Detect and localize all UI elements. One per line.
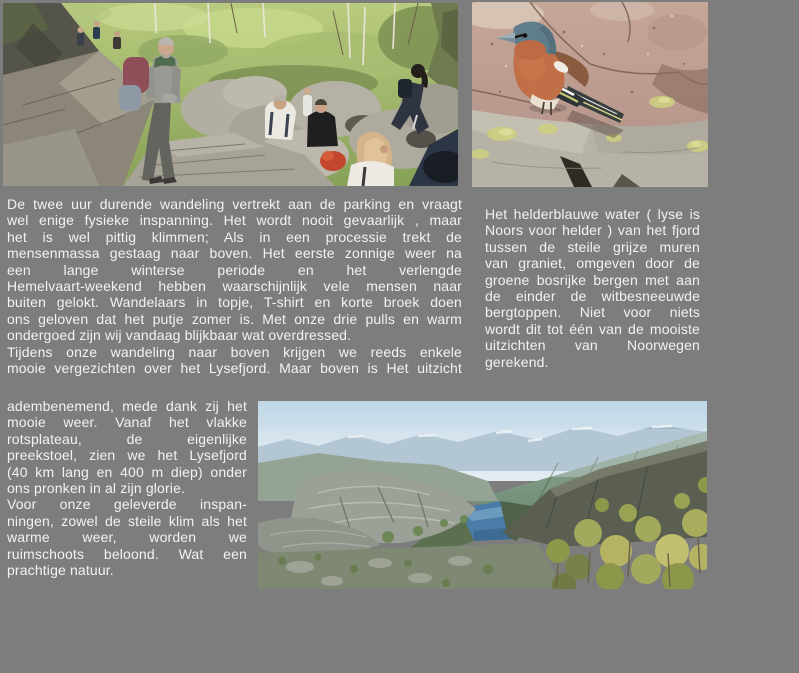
text-line: Tijdens onze wandeling naar boven krijgen we reeds enkele (7, 343, 462, 360)
text-line: mensenmassa gestaag naar boven. Het eerste zonnige weer na (7, 245, 462, 262)
fjord-photo-illustration (258, 401, 707, 589)
text-line: Het helderblauwe water ( lyse is (485, 206, 700, 222)
text-line: het is wel pittig klimmen; Als in een processie trekt de (7, 228, 462, 245)
text-line: adembenemend, mede dank zij het (7, 398, 247, 414)
text-line: groene bosrijke bergen met aan (485, 271, 700, 288)
text-line: een lange winterse periode en het verlengde (7, 261, 462, 278)
chaffinch-photo-illustration (472, 2, 708, 187)
text-line: wel enige fysieke inspanning. Het wordt nooit gevaarlijk , maar (7, 212, 462, 229)
text-line: mooie weer. Vanaf het vlakke (7, 414, 247, 431)
article-right-column (485, 206, 700, 370)
text-line: rotsplateau, de eigenlijke (7, 430, 247, 447)
text-line: buiten gelokt. Wandelaars in topje, T-shirt en korte broek doen (7, 294, 462, 311)
text-line: Hemelvaart-weekend hebben waarschijnlijk vele mensen naar (7, 278, 462, 295)
photo-chaffinch (472, 2, 708, 187)
text-line: van graniet, omgeven door de (485, 255, 700, 272)
text-line: ruimschoots beloond. Wat een (7, 545, 247, 562)
photo-lysefjord-panorama (258, 401, 707, 589)
article-left-column (7, 196, 462, 376)
text-line: ningen, zowel de steile klim als het (7, 512, 247, 529)
text-line: prachtige natuur. (7, 562, 114, 579)
text-line: De twee uur durende wandeling vertrekt aan de parking en vraagt (7, 196, 462, 212)
text-line: ondergoed zijn wij vandaag blijkbaar wat overdressed. (7, 327, 352, 344)
text-line: de einder de witbesneeuwde (485, 288, 700, 305)
text-line: bergtoppen. Niet voor niets (485, 304, 700, 321)
text-line: warme weer, worden we (7, 529, 247, 546)
text-line: wordt dit tot één van de mooiste (485, 320, 700, 337)
text-line: Voor onze geleverde inspan- (7, 496, 247, 513)
text-line: gerekend. (485, 353, 549, 370)
text-line: (40 km lang en 400 m diep) onder (7, 463, 247, 480)
text-line: preekstoel, zien we het Lysefjord (7, 447, 247, 464)
text-line: uitzichten van Noorwegen (485, 337, 700, 354)
text-line: mooie vergezichten over het Lysefjord. Maar boven is Het uitzicht (7, 360, 462, 377)
text-line: Noors voor helder ) van het fjord (485, 222, 700, 239)
text-line: ons geloven dat het putje zomer is. Met onze drie pulls en warm (7, 310, 462, 327)
photo-hikers-trail (3, 3, 458, 186)
hikers-photo-illustration (3, 3, 458, 186)
text-line: ons pronken in al zijn glorie. (7, 480, 186, 497)
text-line: tussen de steile grijze muren (485, 238, 700, 255)
article-bottom-left-column (7, 398, 247, 578)
